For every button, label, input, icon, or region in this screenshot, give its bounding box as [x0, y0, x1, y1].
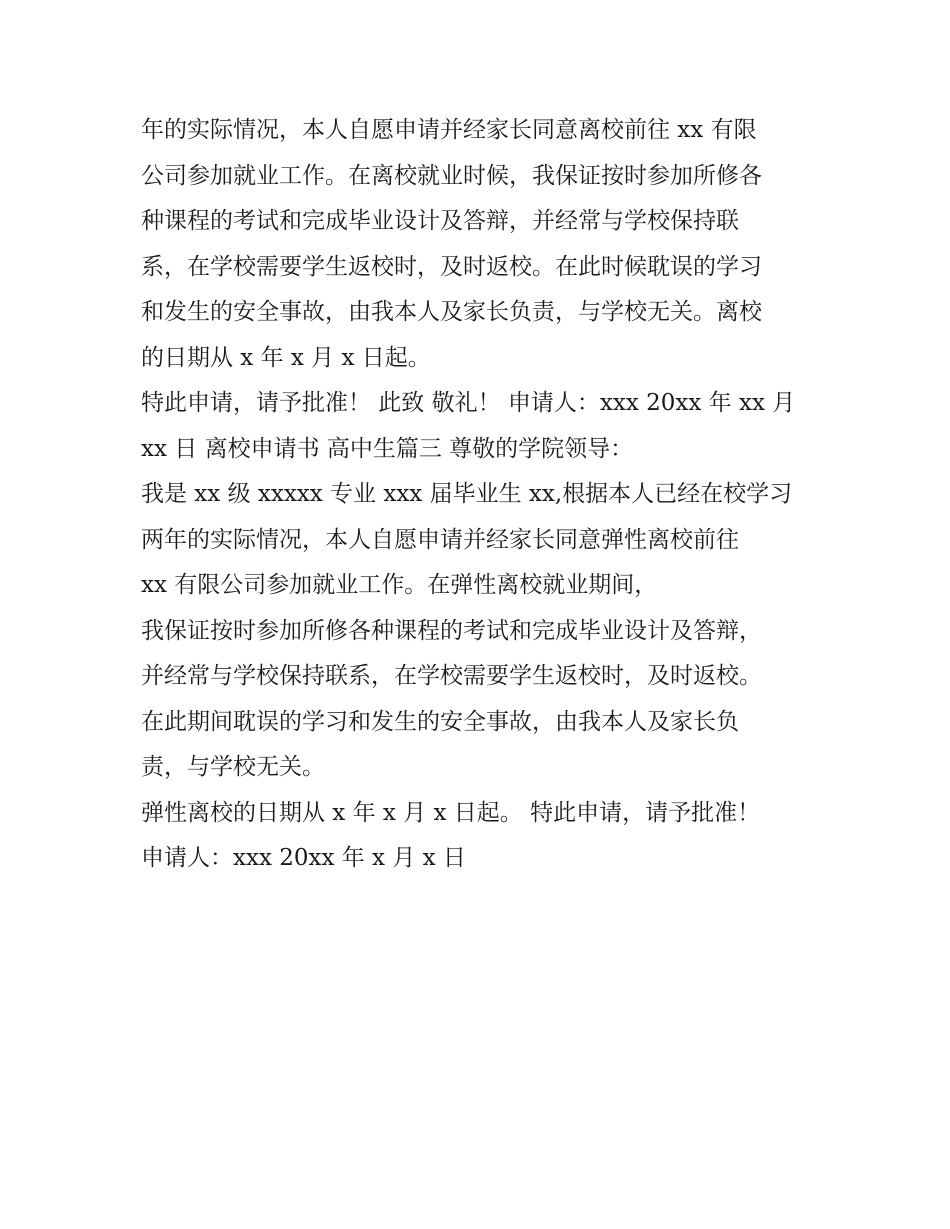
text-line: 申请人：xxx 20xx 年 x 月 x 日 — [141, 845, 466, 871]
text-line: 和发生的安全事故，由我本人及家长负责，与学校无关。离校 — [141, 299, 762, 325]
text-line: xx 日 离校申请书 高中生篇三 尊敬的学院领导： — [141, 435, 634, 462]
text-line: 我是 xx 级 xxxxx 专业 xxx 届毕业生 xx,根据本人已经在校学习 — [141, 481, 793, 507]
text-line: xx 有限公司参加就业工作。在弹性离校就业期间， — [141, 572, 658, 598]
text-line: 种课程的考试和完成毕业设计及答辩，并经常与学校保持联 — [141, 208, 739, 234]
text-line: 在此期间耽误的学习和发生的安全事故，由我本人及家长负 — [141, 708, 739, 735]
text-line: 两年的实际情况，本人自愿申请并经家长同意弹性离校前往 — [141, 526, 739, 553]
text-line: 责，与学校无关。 — [141, 754, 325, 780]
text-line: 我保证按时参加所修各种课程的考试和完成毕业设计及答辩， — [141, 617, 762, 644]
text-line: 弹性离校的日期从 x 年 x 月 x 日起。 特此申请，请予批准！ — [141, 799, 761, 826]
text-line: 公司参加就业工作。在离校就业时候，我保证按时参加所修各 — [141, 162, 762, 189]
text-line: 年的实际情况，本人自愿申请并经家长同意离校前往 xx 有限 — [141, 117, 757, 143]
text-line: 并经常与学校保持联系，在学校需要学生返校时，及时返校。 — [141, 663, 762, 689]
text-line: 特此申请，请予批准！ 此致 敬礼！ 申请人：xxx 20xx 年 xx 月 — [141, 390, 796, 416]
text-line: 系，在学校需要学生返校时，及时返校。在此时候耽误的学习 — [141, 253, 762, 280]
document-body — [141, 108, 841, 882]
text-line: 的日期从 x 年 x 月 x 日起。 — [141, 344, 431, 371]
